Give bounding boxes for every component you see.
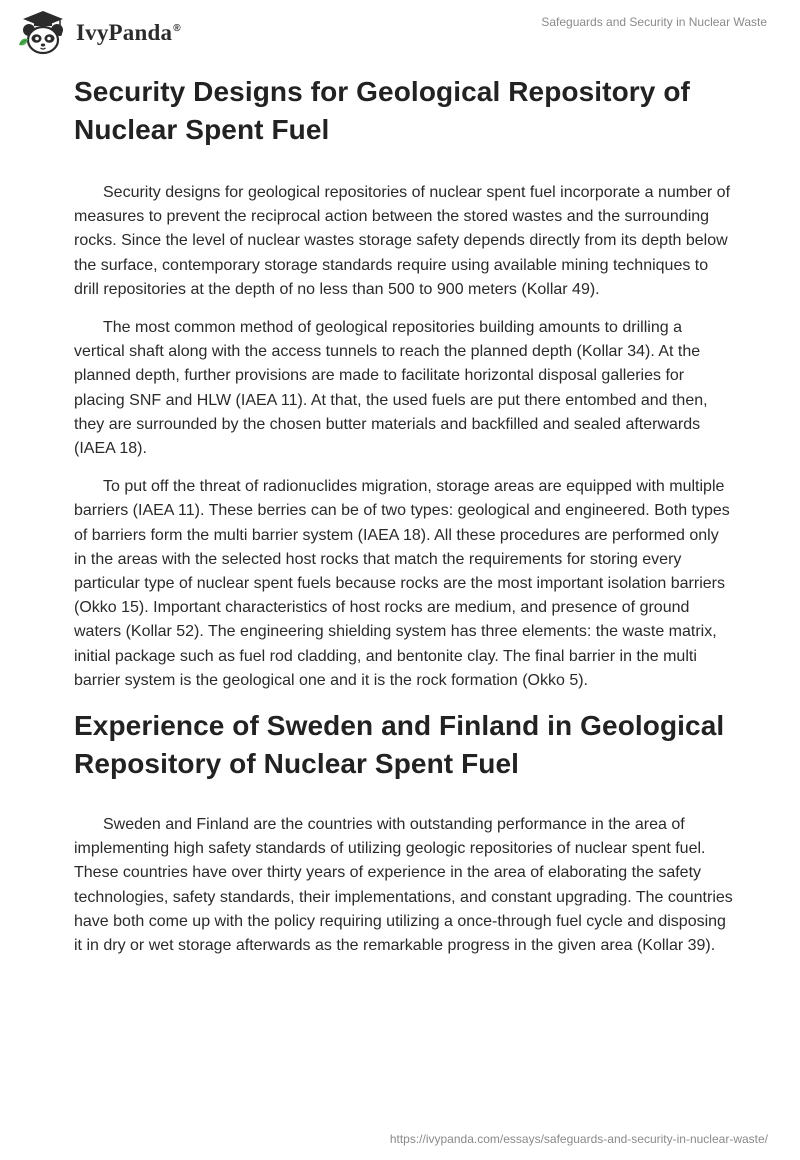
page-header xyxy=(0,0,800,64)
article-body xyxy=(74,70,734,958)
running-title: Safeguards and Security in Nuclear Waste xyxy=(541,15,767,29)
paragraph: The most common method of geological repositories building amounts to drilling a vertical shaft along with the access tunnels to reach the planned depth (Kollar 34). At the planned depth, further provisions are made to facilitate horizontal disposal galleries for placing SNF and HLW (IAEA 11). At that, the used fuels are put there entombed and then, they are surrounded by the chosen butter materials and backfilled and sealed afterwards (IAEA 18). xyxy=(74,319,708,458)
paragraph: Security designs for geological repositories of nuclear spent fuel incorporate a number of measures to prevent the reciprocal action between the stored wastes and the surrounding rocks. Since the level of nuclear wastes storage safety depends directly from its depth below the surface, contemporary storage standards require using available mining techniques to drill repositories at the depth of no less than 500 to 900 meters (Kollar 49). xyxy=(74,184,731,298)
panda-logo-icon xyxy=(16,9,70,57)
source-url[interactable]: https://ivypanda.com/essays/safeguards-and-security-in-nuclear-waste/ xyxy=(389,1132,768,1146)
paragraph: Sweden and Finland are the countries with outstanding performance in the area of implementing high safety standards of utilizing geologic repositories of nuclear spent fuel. These countries have over thirty years of experience in the area of elaborating the safety technologies, safety standards, their implementations, and constant upgrading. The countries have both come up with the policy requiring utilizing a once-through fuel cycle and disposing it in dry or wet storage afterwards as the remarkable progress in the given area (Kollar 39). xyxy=(74,816,733,955)
logo-text: IvyPanda® xyxy=(76,20,181,45)
ivypanda-logo[interactable] xyxy=(16,9,181,57)
section-heading: Security Designs for Geological Repository of Nuclear Spent Fuel xyxy=(74,76,690,145)
section-heading: Experience of Sweden and Finland in Geological Repository of Nuclear Spent Fuel xyxy=(74,710,725,780)
paragraph: To put off the threat of radionuclides migration, storage areas are equipped with multiple barriers (IAEA 11). These berries can be of two types: geological and engineered. Both types of barriers form the multi barrier system (IAEA 18). All these procedures are performed only in the areas with the selected host rocks that match the requirements for storing every particular type of nuclear spent fuels because rocks are the most important isolation barriers (Okko 15). Important characteristics of host rocks are medium, and presence of ground waters (Kollar 52). The engineering shielding system has three elements: the waste matrix, initial package such as fuel rod cladding, and bentonite clay. The final barrier in the multi barrier system is the geological one and it is the rock formation (Okko 5). xyxy=(74,478,730,689)
